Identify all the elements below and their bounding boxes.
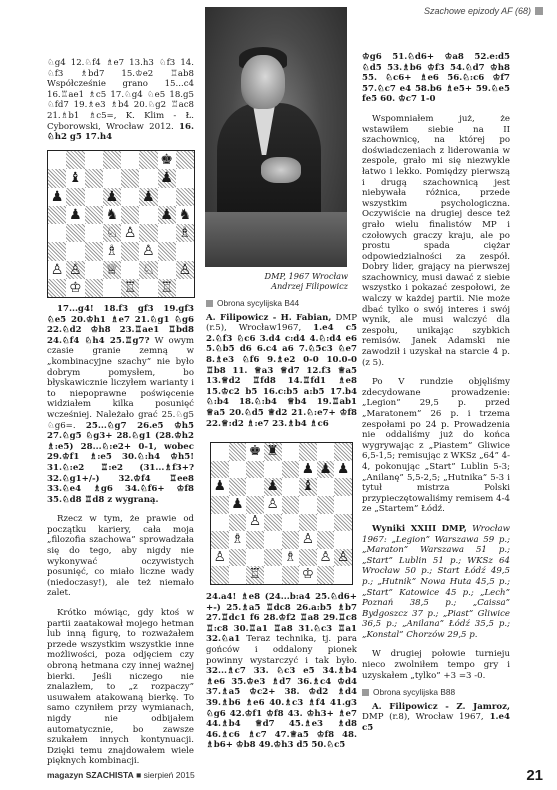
paragraph-round-five: Po V rundzie objęliśmy zdecydowane prowadzenie: „Legion” 29,5 p. przed „Maratonem” 26 p. i trzema zespołami po 24 p. Prowadzenia nie oddaliśmy już do końca wygrywając z „Piastem” Gliwice 6,5-1,5; remisując z WKSz „64” 4-4, pokonując „Start” Lublin 5-3; „Anilanę” 5,5-2,5; „Hutnika” 5-3 i tytuł mistrza Polski przypieczętowaliśmy remisem 4-4 ze „Startem” Łódź. (362, 377, 510, 515)
black-pawn-icon: ♟ (139, 188, 157, 206)
board-square (85, 206, 103, 224)
white-knight-icon: ♘ (139, 261, 157, 279)
white-pawn-icon: ♙ (334, 549, 352, 567)
board-square (264, 514, 282, 532)
white-pawn-icon: ♙ (121, 224, 139, 242)
column-3 (362, 52, 510, 734)
board-square (176, 279, 194, 297)
opening-tag-b44: Obrona sycylijska B44 (206, 298, 357, 309)
board-square (85, 261, 103, 279)
black-pawn-icon: ♟ (103, 188, 121, 206)
board-square (121, 169, 139, 187)
game-fabian-moves: A. Filipowicz - H. Fabian, DMP (r.5), Wrocław1967, 1.e4 c5 2.♘f3 ♘c6 3.d4 c:d4 4.♘:d4 e6 5.♘b5 d6 6.c4 a6 7.♘5c3 ♘e7 8.♗e3 ♘f6 9.♗e2 0-0 10.0-0 ♖b8 11. ♕a3 ♕d7 12.f3 ♕a5 13.♕d2 ♖fd8 14.♖fd1 ♗e8 15.♔c2 b5 16.c:b5 a:b5 17.b4 ♘:b4 18.♘:b4 ♕b4 19.♖ab1 ♕a5 20.♘d5 ♕d2 21.♘:e7+ ♔f8 22.♕:d2 ♗:e7 23.♗b4 ♗c6 (206, 312, 357, 429)
board-square (85, 279, 103, 297)
board-square (229, 514, 247, 532)
board-square (334, 443, 352, 461)
white-rook-icon: ♖ (246, 566, 264, 584)
board-square (211, 531, 229, 549)
game-jamroz-start: A. Filipowicz - Z. Jamroz, DMP (r.8), Wrocław 1967, 1.e4 c5 (362, 701, 510, 734)
black-pawn-icon: ♟ (229, 496, 247, 514)
white-king-icon: ♔ (66, 279, 84, 297)
white-rook-icon: ♖ (121, 279, 139, 297)
black-knight-icon: ♞ (176, 206, 194, 224)
footer-issue: sierpień 2015 (143, 770, 195, 780)
board-square (334, 514, 352, 532)
board-square (246, 496, 264, 514)
board-square (139, 151, 157, 169)
footer-separator: ■ (136, 770, 142, 780)
white-bishop-icon: ♗ (282, 549, 300, 567)
black-knight-icon: ♞ (103, 206, 121, 224)
board-square (334, 566, 352, 584)
board-square (158, 188, 176, 206)
board-square (229, 549, 247, 567)
board-square (121, 206, 139, 224)
tag-square-icon (206, 300, 213, 307)
board-square (246, 531, 264, 549)
board-square (264, 461, 282, 479)
black-pawn-icon: ♟ (66, 206, 84, 224)
white-bishop-icon: ♗ (229, 531, 247, 549)
board-square (139, 279, 157, 297)
board-square (103, 151, 121, 169)
board-square (66, 151, 84, 169)
page-footer (47, 770, 195, 780)
white-pawn-icon: ♙ (48, 261, 66, 279)
board-square (48, 224, 66, 242)
board-square (317, 478, 335, 496)
black-bishop-icon: ♝ (299, 478, 317, 496)
white-pawn-icon: ♙ (317, 549, 335, 567)
page-number: 21 (526, 767, 543, 784)
paragraph-tactics: Krótko mówiąc, gdy ktoś w partii zaatakował mojego hetman lub inną figurę, to rozważałem przede wszystkim wszystkie inne możliwości, poza odjęciem czy obroną hetmana czy innej ważnej bierki. Jeśli niczego nie znalazłem, to „z rozpaczy” usuwałem atakowaną bierkę. To samo czyniłem przy wymianach, nigdy nie odbijałem automatycznie, bo zawsze szukałem innych kontynuacji. Dzięki temu znajdowałem wiele pięknych kombinacji. (47, 608, 194, 767)
page-header (424, 6, 543, 16)
board-square (282, 443, 300, 461)
board-square (158, 261, 176, 279)
black-pawn-icon: ♟ (334, 461, 352, 479)
chess-diagram-2 (210, 442, 353, 585)
board-square (48, 279, 66, 297)
black-pawn-icon: ♟ (317, 461, 335, 479)
white-queen-icon: ♕ (103, 261, 121, 279)
black-pawn-icon: ♟ (211, 478, 229, 496)
board-square (48, 169, 66, 187)
board-square (139, 224, 157, 242)
column-1-body (47, 304, 194, 767)
column-2-continuation (206, 592, 357, 751)
board-square (139, 206, 157, 224)
board-square (282, 566, 300, 584)
board-square (282, 514, 300, 532)
board-square (66, 188, 84, 206)
board-square (48, 206, 66, 224)
board-square (282, 531, 300, 549)
board-square (211, 461, 229, 479)
board-square (317, 514, 335, 532)
board-square (211, 514, 229, 532)
board-square (103, 169, 121, 187)
column-2 (206, 292, 357, 429)
board-square (229, 566, 247, 584)
photo-caption: DMP, 1967 Wrocław Andrzej Filipowicz (264, 271, 348, 291)
board-square (158, 242, 176, 260)
white-pawn-icon: ♙ (176, 261, 194, 279)
black-pawn-icon: ♟ (264, 478, 282, 496)
white-pawn-icon: ♙ (211, 549, 229, 567)
board-grid (211, 443, 352, 584)
paragraph-results: Wyniki XXIII DMP, Wrocław 1967: „Legion” Warszawa 59 p.; „Maraton” Warszawa 51 p.; „Start” Lublin 51 p.; WKSz 64 Wrocław 50 p.; Start Łódź 49,5 p.; „Hutnik” Nowa Huta 45,5 p.; „Start” Katowice 45 p.; „Lech” Poznań 38,5 p.; „Caissa” Bydgoszcz 37 p.; „Piast” Gliwice 36,5 p.; „Anilana” Łódź 35,5 p.; „Konstal” Chorzów 29,5 p. (362, 523, 510, 640)
board-square (317, 443, 335, 461)
board-square (299, 514, 317, 532)
white-king-icon: ♔ (299, 566, 317, 584)
board-square (66, 224, 84, 242)
header-title: Szachowe epizody AF (68) (423, 6, 531, 16)
chess-diagram-1 (47, 150, 195, 298)
moves-paragraph: 17...g4! 18.f3 gf3 19.gf3 ♘e5 20.♔h1 ♗e7 21.♘g1 ♘g6 22.♘d2 ♔h8 23.♖ae1 ♖bd8 24.♘f4 ♘h4 25.♖g7? W owym czasie granie zemną w „kombinacyjne szachy” nie było dobrym pomysłem, bo błyskawicznie liczyłem warianty i to niepoprawne poświęcenie widziałem kilka posunięć wcześniej. Należało grać 25.♘g5 ♘g6=. 25...♘g7 26.e5 ♔h5 27.♘g5 ♘g3+ 28.♘g1 (28.♔h2 ♗:e5) 28...♘:e2+ 0-1, wobec 29.♔f1 ♗:e5 30.♘:h4 ♔h5! 31.♘:e2 ♖:e2 (31...♗f3+? 32.♘g1+/-) 32.♔f4 ♖ee8 33.♘e4 ♗g6 34.♘f6+ ♔f8 35.♘d8 ♖d8 z wygraną. (47, 304, 194, 505)
board-square (85, 151, 103, 169)
paragraph-second-board: Wspomniałem już, że wstawiłem siebie na II szachownicę, na której po doświadczeniach z liderowania w zespole, grało mi się niezwykle łatwo i lekko. Pomiędzy pierwszą i drugą szachownicą jest niebywała różnica, przede wszystkim psychologiczna. Oczywiście na drugiej desce też grało wielu finalistów MP i czołowych graczy kraju, ale po prostu spada ciężar odpowiedzialności za zespół. Dobry lider, grający na pierwszej szachownicy, musi dawać z siebie wszystko i pokazać zespołowi, że walczy w każdej partii. Nie może dbać tylko o swój interes i swój wynik, ale musi walczyć dla zespołu, unikając szybkich remisów. Janek Adamski nie zawodził i uzyskał na starcie 4 p. (z 5). (362, 113, 510, 368)
column-1-top (47, 58, 194, 143)
opening-tag-b88: Obrona sycylijska B88 (362, 687, 510, 698)
board-square (282, 461, 300, 479)
black-pawn-icon: ♟ (158, 206, 176, 224)
board-square (211, 443, 229, 461)
black-pawn-icon: ♟ (48, 188, 66, 206)
board-square (229, 461, 247, 479)
header-square-icon (535, 7, 543, 15)
board-square (211, 496, 229, 514)
board-square (176, 188, 194, 206)
board-square (121, 261, 139, 279)
board-square (85, 224, 103, 242)
board-square (229, 443, 247, 461)
board-square (264, 531, 282, 549)
board-square (176, 169, 194, 187)
black-pawn-icon: ♟ (299, 461, 317, 479)
game-fabian-ending: 24.a4! ♗e8 (24...b:a4 25.♘d6+ +-) 25.♗a5 ♖dc8 26.a:b5 ♗b7 27.♖dc1 f6 28.♔f2 ♖a8 29.♖c8 ♖:c8 30.♖a1 ♖a8 31.♘c3 ♖a1 32.♘a1 Teraz technika, tj. para gońców i oddalony pionek powinny wystarczyć i tak było. 32...♗c7 33. ♘c3 e5 34.♗b4 ♗e6 35.♔e3 ♗d7 36.♗c4 ♔d4 37.♗a5 ♔c2+ 38. ♔d2 ♗d4 39.♗b6 ♗e6 40.♗c3 ♗f4 41.g3 ♘g6 42.♔f1 ♔f8 43. ♔h3+ ♗e7 44.♗b4 ♕d7 45.♗e3 ♗d8 46.♗c6 ♗c7 47.♕a5 ♔f8 48. ♗b6+ ♔b8 49.♔h3 d5 50.♘c5 (206, 592, 357, 751)
board-square (299, 496, 317, 514)
board-square (317, 531, 335, 549)
board-square (246, 478, 264, 496)
white-pawn-icon: ♙ (139, 242, 157, 260)
board-square (48, 151, 66, 169)
board-square (264, 549, 282, 567)
board-square (103, 279, 121, 297)
board-square (211, 566, 229, 584)
board-square (158, 224, 176, 242)
black-bishop-icon: ♝ (66, 169, 84, 187)
board-square (229, 478, 247, 496)
black-pawn-icon: ♟ (158, 169, 176, 187)
board-square (139, 169, 157, 187)
white-pawn-icon: ♙ (264, 496, 282, 514)
white-pawn-icon: ♙ (246, 514, 264, 532)
white-knight-icon: ♘ (103, 224, 121, 242)
board-square (264, 566, 282, 584)
board-square (246, 549, 264, 567)
white-pawn-icon: ♙ (66, 261, 84, 279)
black-king-icon: ♚ (246, 443, 264, 461)
board-square (66, 242, 84, 260)
black-king-icon: ♚ (158, 151, 176, 169)
white-bishop-icon: ♗ (103, 242, 121, 260)
board-square (317, 496, 335, 514)
board-square (121, 151, 139, 169)
board-square (85, 188, 103, 206)
white-pawn-icon: ♙ (299, 531, 317, 549)
magazine-name: magazyn SZACHISTA (47, 770, 134, 780)
board-square (85, 242, 103, 260)
player-photo (205, 7, 347, 267)
board-square (282, 496, 300, 514)
board-square (334, 478, 352, 496)
tag-square-icon (362, 689, 369, 696)
board-square (334, 531, 352, 549)
board-square (85, 169, 103, 187)
paragraph-second-half: W drugiej połowie turnieju nieco zwolniłem tempo gry i uzyskałem „tylko” +3 =3 -0. (362, 649, 510, 681)
board-square (246, 461, 264, 479)
board-square (282, 478, 300, 496)
board-square (334, 496, 352, 514)
white-rook-icon: ♖ (158, 279, 176, 297)
board-square (176, 242, 194, 260)
board-square (176, 151, 194, 169)
board-square (317, 566, 335, 584)
board-square (121, 188, 139, 206)
game-fabian-final: ♔g6 51.♘d6+ ♔a8 52.e:d5 ♘d5 53.♗b6 ♔f3 54.♘d7 ♔h8 55. ♘c6+ ♗e6 56.♘:c6 ♔f7 57.♘c7 e4 58.b6 ♗e5+ 59.♘e5 fe5 60. ♔c7 1-0 (362, 52, 510, 105)
board-square (48, 242, 66, 260)
paragraph-philosophy: Rzecz w tym, że prawie od początku kariery, cała moja „filozofia szachowa” sprowadzała się do tego, aby nigdy nie wykonywać oczywistych posunięć, co miało liczne wady (niedoczasy!), ale też niemało zalet. (47, 514, 194, 599)
board-grid (48, 151, 194, 297)
board-square (299, 443, 317, 461)
board-square (299, 549, 317, 567)
black-rook-icon: ♜ (264, 443, 282, 461)
board-square (121, 242, 139, 260)
game-continuation: ♘g4 12.♘f4 ♗e7 13.h3 ♘f3 14. ♘f3 ♗bd7 15.♔e2 ♖ab8 Współcześnie grano 15...c4 16.♖ae1 ♗c5 17.♘g4 ♘e5 18.g5 ♘fd7 19.♗e3 ♗b4 20.♘g2 ♖ac8 21.♗b1 ♗c5=, K. Klim - Ł. Cyborowski, Wrocław 2012. 16. ♘h2 g5 17.h4 (47, 58, 194, 143)
white-bishop-icon: ♗ (176, 224, 194, 242)
